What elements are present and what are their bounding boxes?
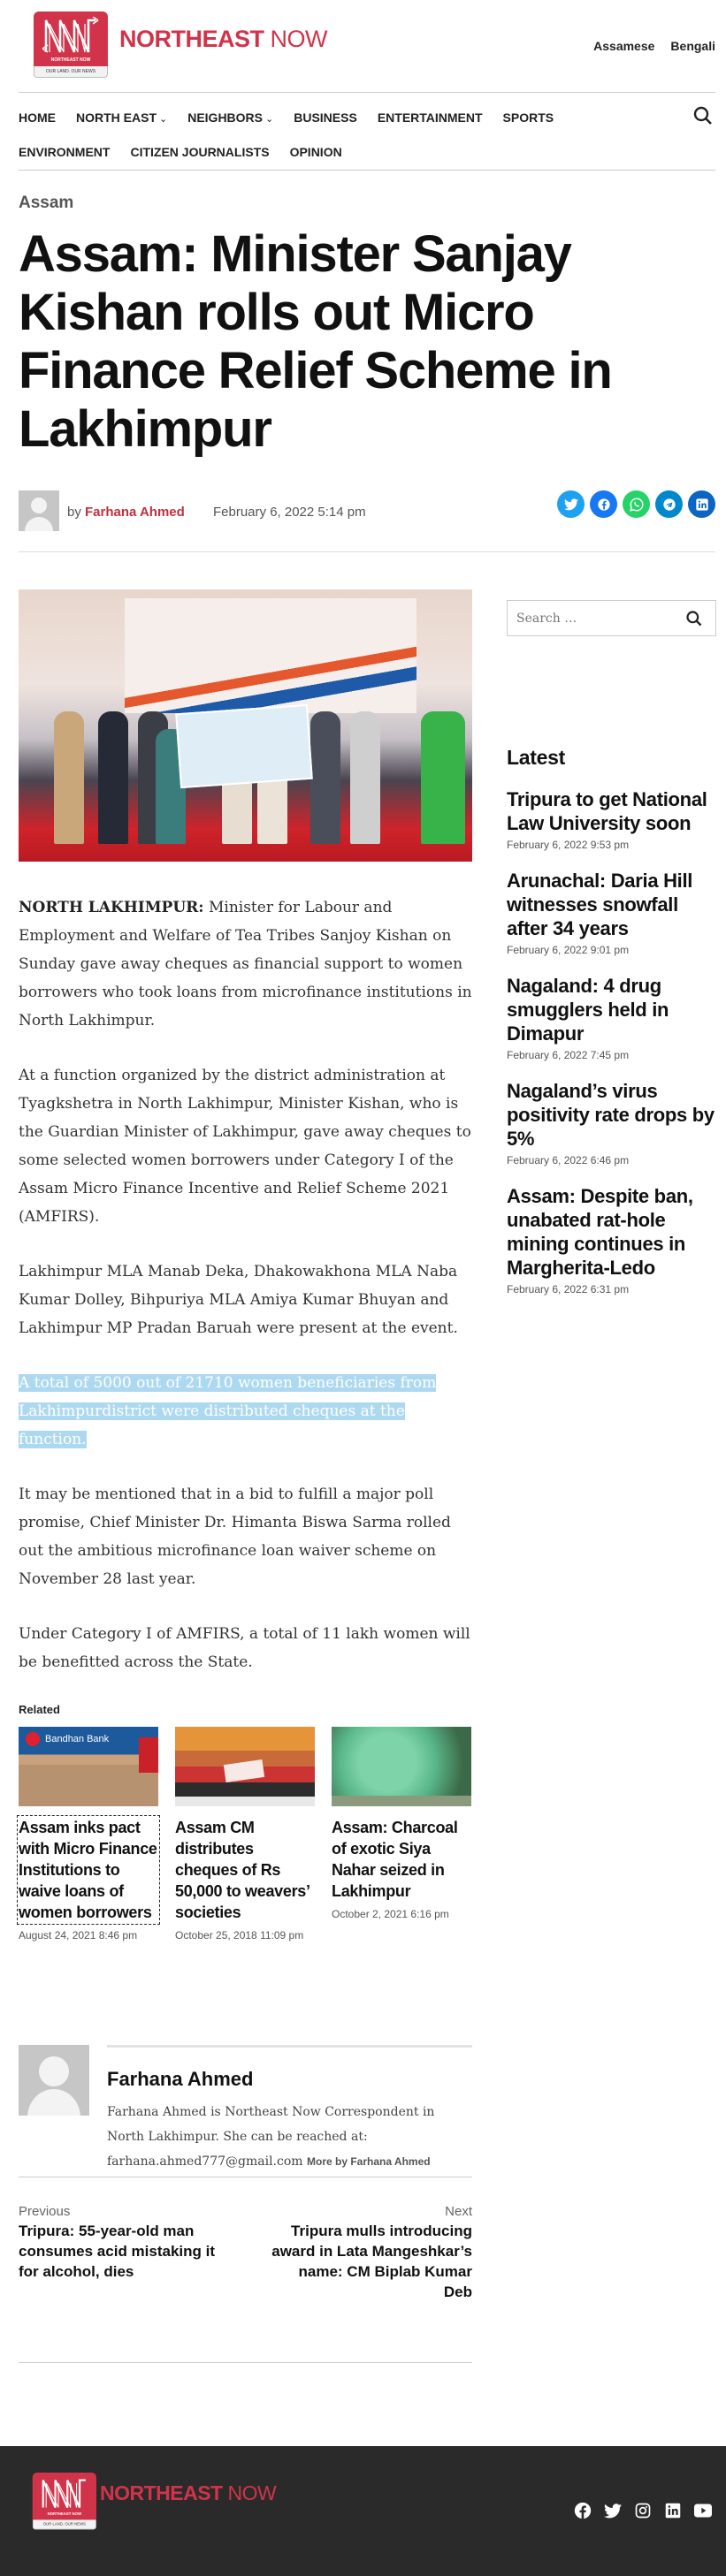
latest-item[interactable]: Nagaland: 4 drug smugglers held in Dimapur February 6, 2022 7:45 pm [507, 975, 669, 1061]
latest-item[interactable]: Nagaland’s virus positivity rate drops by 5% February 6, 2022 6:46 pm [507, 1080, 715, 1166]
related-thumbnail: Bandhan Bank [19, 1727, 158, 1806]
more-by-author-link[interactable]: More by Farhana Ahmed [307, 2155, 431, 2168]
main-nav [19, 92, 715, 171]
search-icon[interactable] [692, 105, 715, 128]
share-buttons [557, 490, 715, 518]
author-bio: Farhana Ahmed is Northeast Now Correspondent in North Lakhimpur. She can be reached at: farhana.ahmed777@gmail.com More by Farhana Ahmed [107, 2105, 435, 2169]
site-logo[interactable] [32, 11, 327, 80]
share-whatsapp-icon[interactable] [623, 490, 650, 518]
logo-nn-icon [42, 17, 99, 56]
paragraph: Under Category I of AMFIRS, a total of 11 lakh women will be benefitted across the State. [19, 1625, 470, 1671]
nav-opinion[interactable]: OPINION [289, 145, 342, 159]
search-icon[interactable] [685, 610, 703, 632]
cheque-graphic [175, 704, 313, 788]
nav-neighbors[interactable]: NEIGHBORS ⌄ [187, 110, 274, 125]
next-post-link[interactable]: Next Tripura mulls introducing award in Lata Mangeshkar’s name: CM Biplab Kumar Deb [271, 2204, 472, 2300]
nav-environment[interactable]: ENVIRONMENT [19, 145, 111, 159]
search-input[interactable] [508, 601, 667, 635]
text-selection: A total of 5000 out of 21710 women beneficiaries from Lakhimpurdistrict were distributed cheques at the function. [19, 1374, 437, 1448]
divider [107, 2045, 472, 2048]
paragraph: Lakhimpur MLA Manab Deka, Dhakowakhona MLA Naba Kumar Dolley, Bihpuriya MLA Amiya Kumar Bhuyan and Lakhimpur MP Pradan Baruah were present at the event. [19, 1263, 458, 1337]
paragraph: At a function organized by the district administration at Tyagkshetra in North Lakhimpur, Minister Kishan, who is the Guardian Minister of Lakhimpur, gave away cheques to some selected women borrowers under Category I of the Assam Micro Finance Incentive and Relief Scheme 2021 (AMFIRS). [19, 1067, 471, 1226]
previous-post-link[interactable]: Previous Tripura: 55-year-old man consumes acid mistaking it for alcohol, dies [19, 2204, 216, 2280]
latest-item[interactable]: Tripura to get National Law University soon February 6, 2022 9:53 pm [507, 788, 707, 851]
sidebar [507, 589, 716, 2363]
sidebar-search [507, 600, 716, 636]
nav-entertainment[interactable]: ENTERTAINMENT [377, 110, 483, 125]
nav-north-east[interactable]: NORTH EAST ⌄ [76, 110, 168, 125]
nav-business[interactable]: BUSINESS [294, 110, 357, 125]
share-linkedin-icon[interactable] [688, 490, 715, 518]
nav-sports[interactable]: SPORTS [502, 110, 554, 125]
paragraph: NORTH LAKHIMPUR: Minister for Labour and Employment and Welfare of Tea Tribes Sanjoy Kishan on Sunday gave away cheques as financial support to women borrowers who took loans from microfinance institutions in North Lakhimpur. [19, 899, 472, 1030]
byline: by Farhana Ahmed February 6, 2022 5:14 pm [19, 490, 715, 552]
lang-bengali[interactable]: Bengali [670, 39, 715, 53]
author-box [19, 2018, 472, 2177]
latest-item[interactable]: Arunachal: Daria Hill witnesses snowfall after 34 years February 6, 2022 9:01 pm [507, 870, 693, 956]
logo-tagline: OUR LAND. OUR NEWS [34, 66, 108, 78]
chevron-down-icon: ⌄ [265, 114, 274, 125]
related-heading: Related [19, 1703, 60, 1716]
article-category[interactable]: Assam [19, 194, 74, 212]
related-item[interactable]: Bandhan Bank Assam inks pact with Micro Finance Institutions to waive loans of women borrowers August 24, 2021 8:46 pm [19, 1727, 158, 1944]
related-item[interactable]: Assam: Charcoal of exotic Siya Nahar seized in Lakhimpur October 2, 2021 6:16 pm [332, 1727, 471, 1944]
related-thumbnail [332, 1727, 471, 1806]
author-avatar [19, 2045, 89, 2116]
author-name[interactable]: Farhana Ahmed [107, 2068, 254, 2090]
logo-nn-icon [40, 2477, 88, 2511]
share-telegram-icon[interactable] [655, 490, 683, 518]
logo-wordmark: NORTHEAST NOW [119, 26, 327, 52]
footer-logo[interactable] [31, 2473, 276, 2531]
related-thumbnail [175, 1727, 315, 1806]
chevron-down-icon: ⌄ [159, 114, 168, 125]
post-navigation [19, 2177, 472, 2363]
related-posts [19, 1727, 472, 1944]
paragraph: It may be mentioned that in a bid to fulfill a major poll promise, Chief Minister Dr. Himanta Biswa Sarma rolled out the ambitious microfinance loan waiver scheme on November 28 last year. [19, 1486, 451, 1588]
logo-wordmark: NORTHEAST NOW [100, 2481, 277, 2504]
author-avatar [19, 490, 59, 531]
youtube-icon[interactable] [694, 2502, 712, 2519]
lang-assamese[interactable]: Assamese [593, 39, 655, 53]
featured-image [19, 589, 472, 862]
content-area [0, 589, 726, 2363]
latest-item[interactable]: Assam: Despite ban, unabated rat-hole mining continues in Margherita-Ledo February 6, 2022 6:31 pm [507, 1185, 693, 1296]
language-links [593, 39, 715, 53]
nav-home[interactable]: HOME [19, 110, 56, 125]
article-body [19, 893, 472, 1676]
article-main [19, 589, 472, 2363]
facebook-icon[interactable] [574, 2502, 592, 2519]
share-facebook-icon[interactable] [590, 490, 617, 518]
nav-citizen-journalists[interactable]: CITIZEN JOURNALISTS [130, 145, 270, 159]
logo-badge: NORTHEAST NOW OUR LAND. OUR NEWS [31, 2473, 88, 2523]
banner-graphic [125, 598, 416, 713]
latest-heading: Latest [507, 746, 565, 769]
instagram-icon[interactable] [634, 2502, 652, 2519]
twitter-icon[interactable] [604, 2502, 622, 2519]
article-title: Assam: Minister Sanjay Kishan rolls out Micro Finance Relief Scheme in Lakhimpur [19, 225, 612, 458]
author-link[interactable]: Farhana Ahmed [85, 505, 185, 520]
share-twitter-icon[interactable] [557, 490, 585, 518]
footer-social [574, 2502, 712, 2519]
related-item[interactable]: Assam CM distributes cheques of Rs 50,000 to weavers’ societies October 25, 2018 11:09 pm [175, 1727, 315, 1944]
paragraph-highlighted [19, 1369, 472, 1454]
site-header [0, 0, 726, 92]
site-footer [0, 2446, 726, 2576]
linkedin-icon[interactable] [664, 2502, 682, 2519]
publish-date: February 6, 2022 5:14 pm [213, 505, 366, 520]
logo-badge: NORTHEAST NOW OUR LAND. OUR NEWS [32, 11, 111, 80]
